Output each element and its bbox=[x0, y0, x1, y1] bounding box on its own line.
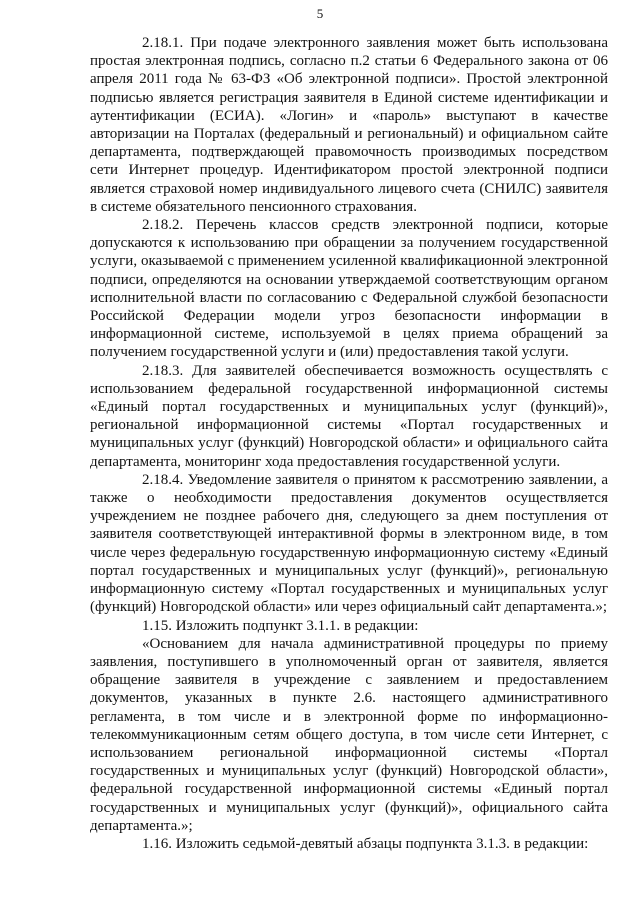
paragraph-2-18-1: 2.18.1. При подаче электронного заявления может быть использована простая электронная подпись, согласно п.2 статьи 6 Федерального закона от 06 апреля 2011 года № 63-ФЗ «Об электронной подписи». Простой электронной подписью является регистрация заявителя в Единой системе идентификации и аутентификации (ЕСИА). «Логин» и «пароль» выступают в качестве авторизации на Порталах (федеральный и региональный) и официальном сайте департамента, подтверждающей правомочность производимых посредством сети Интернет процедур. Идентификатором простой электронной подписи является страховой номер индивидуального лицевого счета (СНИЛС) заявителя в системе обязательного пенсионного страхования. bbox=[90, 35, 608, 215]
paragraph-2-18-2: 2.18.2. Перечень классов средств электронной подписи, которые допускаются к использованию при обращении за получением государственной услуги, оказываемой с применением усиленной квалификационной электронной подписи, определяются на основании утверждаемой соответствующим органом исполнительной власти по согласованию с Федеральной службой безопасности Российской Федерации модели угроз безопасности информации в информационной системе, используемой в целях приема обращений за получением государственной услуги и (или) предоставления такой услуги. bbox=[90, 217, 608, 361]
document-body bbox=[90, 34, 608, 853]
page-number: 5 bbox=[316, 6, 324, 21]
paragraph-1-16: 1.16. Изложить седьмой-девятый абзацы подпункта 3.1.3. в редакции: bbox=[142, 835, 589, 852]
paragraph-quote-3-1-1: «Основанием для начала административной процедуры по приему заявления, поступившего в уполномоченный орган от заявителя, является обращение заявителя в учреждение с заявлением и предоставлением документов, указанных в пункте 2.6. настоящего административного регламента, в том числе и в электронной форме по информационно-телекоммуникационным сетям общего доступа, в том числе сети Интернет, с использованием региональной информационной системы «Портал государственных и муниципальных услуг (функций) Новгородской области», федеральной государственной информационной системы «Единый портал государственных и муниципальных услуг (функций)», официального сайта департамента.»; bbox=[90, 635, 608, 834]
paragraph-1-15: 1.15. Изложить подпункт 3.1.1. в редакции: bbox=[142, 617, 419, 634]
paragraph-2-18-4: 2.18.4. Уведомление заявителя о принятом к рассмотрению заявлении, а также о необходимости предоставления документов осуществляется учреждением не позднее рабочего дня, следующего за днем поступления от заявителя соответствующей интерактивной формы в электронном виде, в том числе через федеральную государственную информационную систему «Единый портал государственных и муниципальных услуг (функций)», региональную информационную систему «Портал государственных и муниципальных услуг (функций) Новгородской области» или через официальный сайт департамента.»; bbox=[90, 471, 608, 616]
paragraph-2-18-3: 2.18.3. Для заявителей обеспечивается возможность осуществлять с использованием федеральной государственной информационной системы «Единый портал государственных и муниципальных услуг (функций)», региональной информационной системы «Портал государственных и муниципальных услуг (функций) Новгородской области» и официального сайта департамента, мониторинг хода предоставления государственной услуги. bbox=[90, 362, 608, 470]
